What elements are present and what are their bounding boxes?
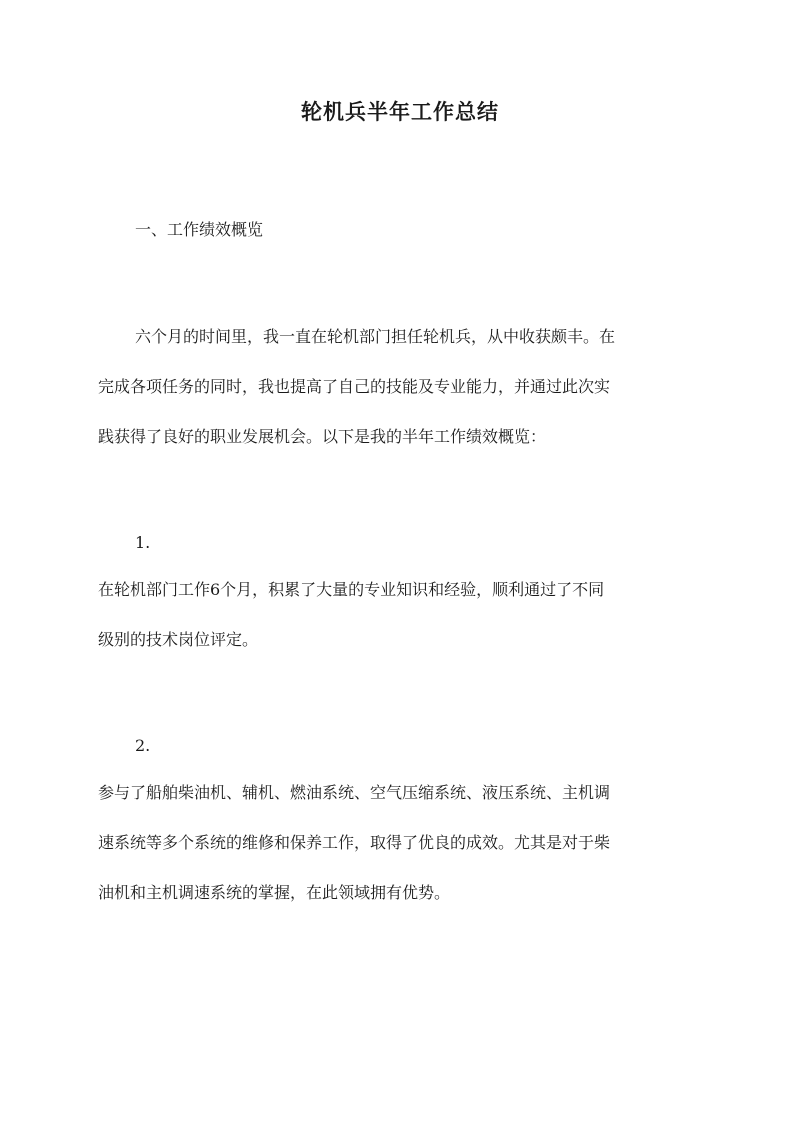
item-2-line-3: 油机和主机调速系统的掌握，在此领域拥有优势。	[98, 883, 451, 902]
section-heading: 一、工作绩效概览	[135, 220, 264, 239]
item-1-number: 1.	[135, 533, 151, 552]
item-2-number: 2.	[135, 736, 151, 755]
item-1-line-2: 级别的技术岗位评定。	[98, 630, 259, 649]
item-1-line-1: 在轮机部门工作6个月，积累了大量的专业知识和经验，顺利通过了不同	[98, 580, 605, 599]
document-title: 轮机兵半年工作总结	[301, 99, 499, 124]
intro-line-2: 完成各项任务的同时，我也提高了自己的技能及专业能力，并通过此次实	[98, 377, 611, 396]
item-2-line-1: 参与了船舶柴油机、辅机、燃油系统、空气压缩系统、液压系统、主机调	[98, 783, 611, 802]
intro-line-1: 六个月的时间里，我一直在轮机部门担任轮机兵，从中收获颇丰。在	[135, 327, 616, 346]
intro-line-3: 践获得了良好的职业发展机会。以下是我的半年工作绩效概览：	[98, 427, 547, 446]
item-2-line-2: 速系统等多个系统的维修和保养工作，取得了优良的成效。尤其是对于柴	[98, 833, 611, 852]
